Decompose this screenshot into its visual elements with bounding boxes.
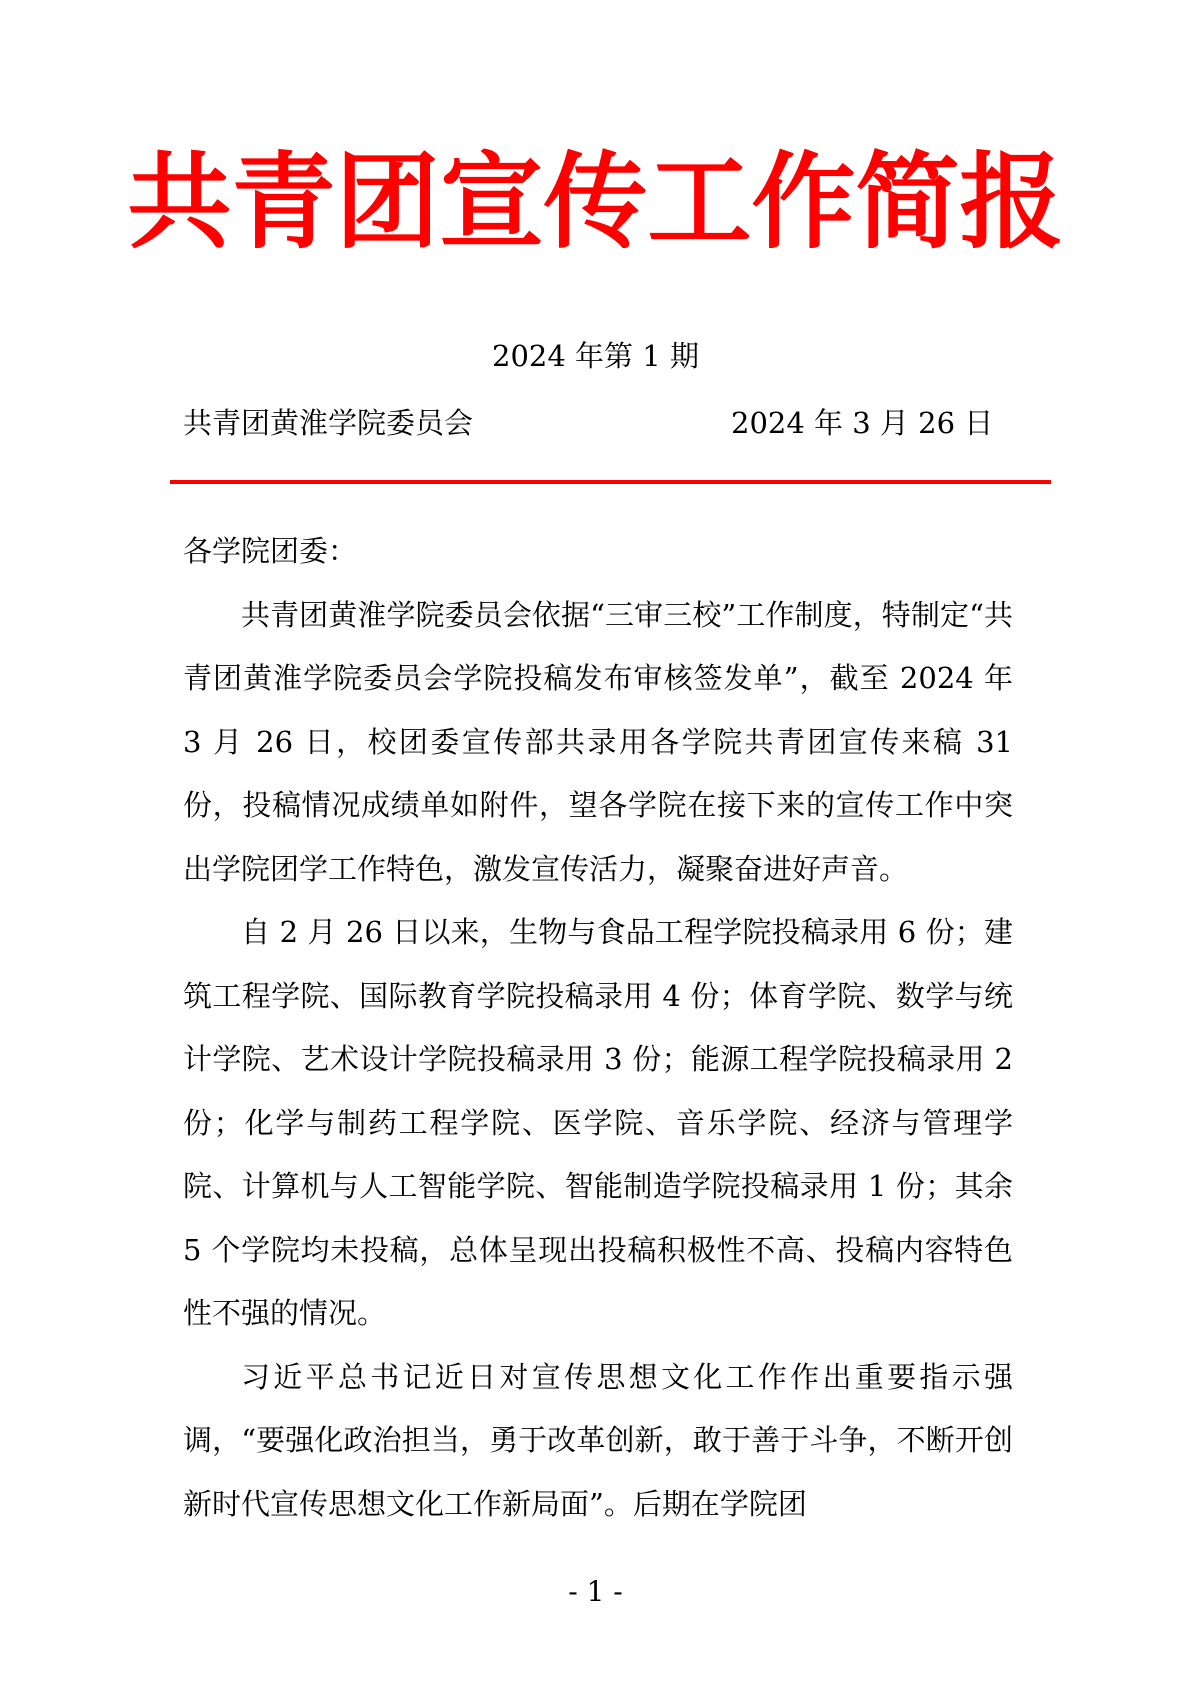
document-masthead: 共青团宣传工作简报 bbox=[127, 140, 1064, 263]
issue-number: 2024 年第 1 期 bbox=[492, 339, 699, 373]
issuing-organization: 共青团黄淮学院委员会 bbox=[183, 406, 474, 440]
salutation: 各学院团委： bbox=[183, 534, 358, 568]
body-paragraph: 共青团黄淮学院委员会依据“三审三校”工作制度，特制定“共青团黄淮学院委员会学院投稿发布审核签发单”，截至 2024 年 3 月 26 日，校团委宣传部共录用各学院共青团宣传来稿 31 份，投稿情况成绩单如附件，望各学院在接下来的宣传工作中突出学院团学工作特色，激发宣传活力，凝聚奋进好声音。 bbox=[183, 597, 1013, 886]
issue-date: 2024 年 3 月 26 日 bbox=[731, 406, 994, 440]
page-number: - 1 - bbox=[568, 1575, 623, 1608]
document-body bbox=[183, 520, 1013, 1536]
body-paragraph: 习近平总书记近日对宣传思想文化工作作出重要指示强调，“要强化政治担当，勇于改革创新，敢于善于斗争，不断开创新时代宣传思想文化工作新局面”。后期在学院团 bbox=[183, 1359, 1013, 1521]
header-divider bbox=[170, 480, 1051, 484]
body-paragraph: 自 2 月 26 日以来，生物与食品工程学院投稿录用 6 份；建筑工程学院、国际教育学院投稿录用 4 份；体育学院、数学与统计学院、艺术设计学院投稿录用 3 份；能源工程学院投稿录用 2 份；化学与制药工程学院、医学院、音乐学院、经济与管理学院、计算机与人工智能学院、智能制造学院投稿录用 1 份；其余 5 个学院均未投稿，总体呈现出投稿积极性不高、投稿内容特色性不强的情况。 bbox=[183, 915, 1013, 1330]
